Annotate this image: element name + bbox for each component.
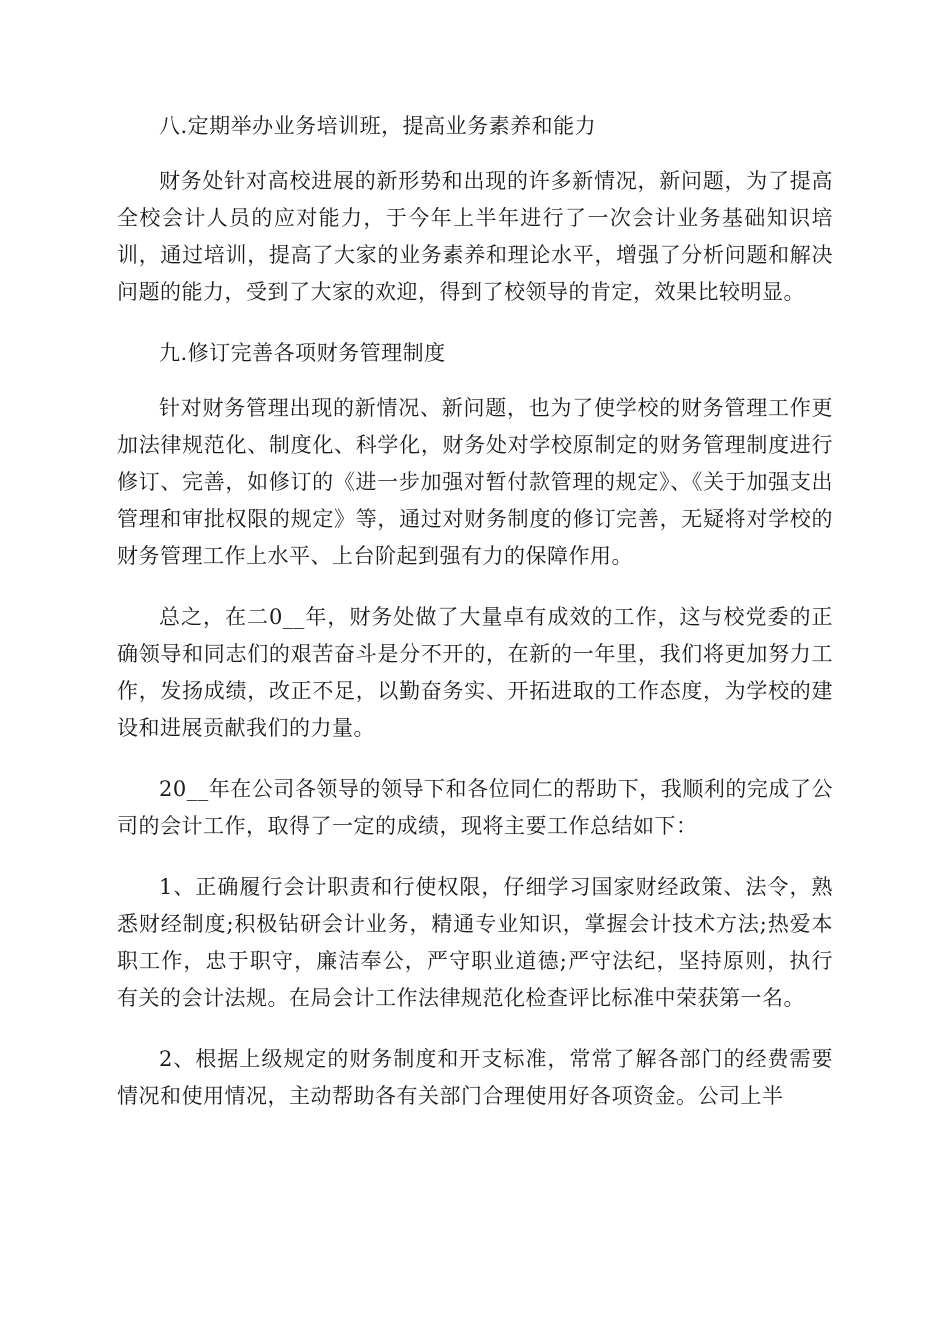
body-paragraph: 针对财务管理出现的新情况、新问题，也为了使学校的财务管理工作更加法律规范化、制度化、科学化，财务处对学校原制定的财务管理制度进行修订、完善，如修订的《进一步加强对暂付款管理的规定》、《关于加强支出管理和审批权限的规定》等，通过对财务制度的修订完善，无疑将对学校的财务管理工作上水平、上台阶起到强有力的保障作用。 <box>117 396 833 568</box>
section-heading-9: 九.修订完善各项财务管理制度 <box>159 341 446 365</box>
body-paragraph: 财务处针对高校进展的新形势和出现的许多新情况，新问题，为了提高全校会计人员的应对能力，于今年上半年进行了一次会计业务基础知识培训，通过培训，提高了大家的业务素养和理论水平，增强了分析问题和解决问题的能力，受到了大家的欢迎，得到了校领导的肯定，效果比较明显。 <box>117 169 833 304</box>
body-paragraph: 2、根据上级规定的财务制度和开支标准，常常了解各部门的经费需要情况和使用情况，主动帮助各有关部门合理使用好各项资金。公司上半 <box>117 1047 833 1108</box>
body-paragraph: 20__年在公司各领导的领导下和各位同仁的帮助下，我顺利的完成了公司的会计工作，取得了一定的成绩，现将主要工作总结如下： <box>117 777 833 838</box>
body-paragraph: 总之，在二0__年，财务处做了大量卓有成效的工作，这与校党委的正确领导和同志们的艰苦奋斗是分不开的，在新的一年里，我们将更加努力工作，发扬成绩，改正不足，以勤奋务实、开拓进取的工作态度，为学校的建设和进展贡献我们的力量。 <box>117 605 833 740</box>
document-page <box>117 108 833 1139</box>
section-heading-8: 八.定期举办业务培训班，提高业务素养和能力 <box>159 114 597 138</box>
body-paragraph: 1、正确履行会计职责和行使权限，仔细学习国家财经政策、法令，熟悉财经制度;积极钻研会计业务，精通专业知识，掌握会计技术方法;热爱本职工作，忠于职守，廉洁奉公，严守职业道德;严守法纪，坚持原则，执行有关的会计法规。在局会计工作法律规范化检查评比标准中荣获第一名。 <box>117 875 833 1010</box>
